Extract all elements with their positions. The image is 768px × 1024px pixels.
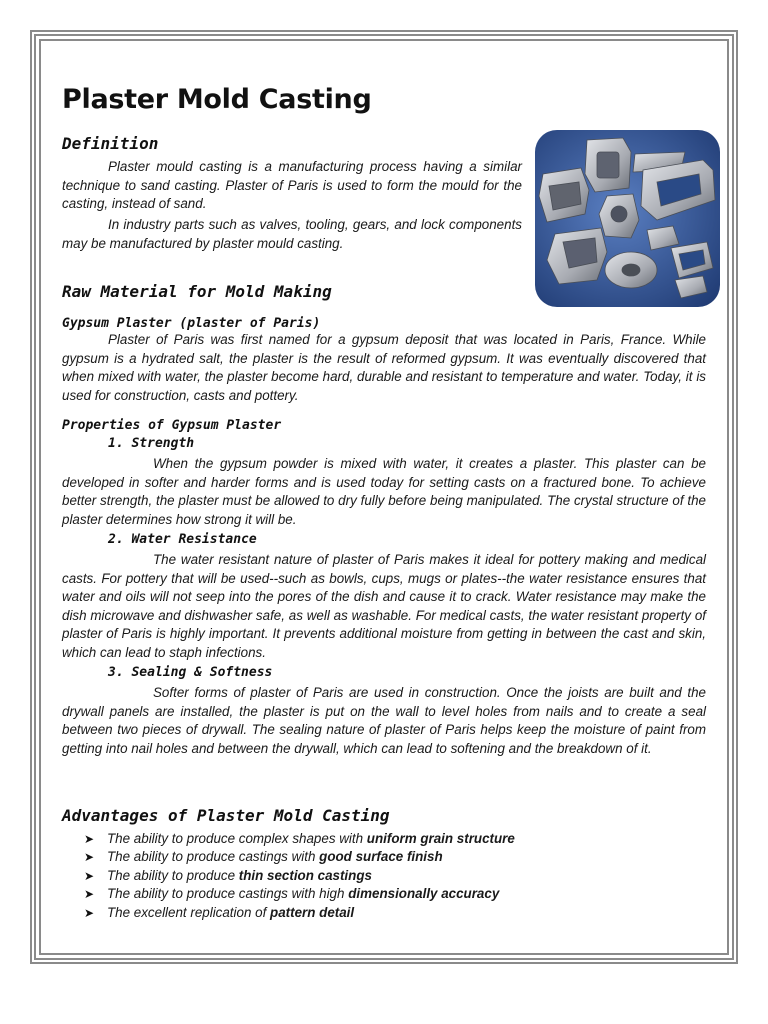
raw-material-heading: Raw Material for Mold Making <box>62 282 332 301</box>
definition-paragraph-1: Plaster mould casting is a manufacturing process having a similar technique to sand casting. Plaster of Paris is used to form the mould for the casting, instead of sand. <box>62 159 522 212</box>
property-text-strength: When the gypsum powder is mixed with water, it creates a plaster. This plaster can be developed in softer and harder forms and is used today for setting casts on a fractured bone. To achieve better strength, the plaster must be allowed to dry fully before being manipulated. The crystal structure of the plaster determines how strong it will be. <box>62 456 706 527</box>
property-text-water-resistance: The water resistant nature of plaster of Paris makes it ideal for pottery making and medical casts. For pottery that will be used--such as bowls, cups, mugs or plates--the water resistance ensures that water and oils will not seep into the pores of the dish and cause it to crack. Water resistance may make the dish microwave and dishwasher safe, as well as washable. For medical casts, the water resistant property of plaster of Paris is highly important. It prevents additional moisture from getting in between the cast and skin, which can lead to staph infections. <box>62 552 706 660</box>
page-title: Plaster Mold Casting <box>62 84 372 115</box>
arrowhead-bullet-icon: ➤ <box>84 887 95 902</box>
properties-heading: Properties of Gypsum Plaster <box>62 418 282 433</box>
advantage-text: The ability to produce complex shapes with <box>107 831 364 846</box>
advantage-item <box>84 830 515 848</box>
definition-heading: Definition <box>62 134 159 153</box>
gypsum-plaster-subheading: Gypsum Plaster (plaster of Paris) <box>62 316 321 331</box>
advantages-list <box>84 830 515 922</box>
advantage-text: The ability to produce castings with <box>107 849 316 865</box>
property-title-strength: 1. Strength <box>108 436 195 451</box>
arrowhead-bullet-icon: ➤ <box>84 905 95 920</box>
property-title-sealing-softness: 3. Sealing & Softness <box>108 665 273 680</box>
arrowhead-bullet-icon: ➤ <box>84 850 95 865</box>
cast-parts-photo <box>535 130 720 307</box>
cast-parts-illustration <box>535 130 720 307</box>
advantage-emphasis: dimensionally accuracy <box>348 886 500 902</box>
property-title-water-resistance: 2. Water Resistance <box>108 532 257 547</box>
advantage-emphasis: pattern detail <box>270 904 355 920</box>
advantage-emphasis: good surface finish <box>319 849 443 865</box>
arrowhead-bullet-icon: ➤ <box>84 868 95 883</box>
advantages-heading: Advantages of Plaster Mold Casting <box>62 806 390 825</box>
property-text-sealing-softness: Softer forms of plaster of Paris are used in construction. Once the joists are built and the drywall panels are installed, the plaster is put on the wall to level holes from nails and to create a seal between two pieces of drywall. The sealing nature of plaster of Paris helps keep the moisture of paint from getting into nail holes and between the drywall, which can lead to softening and the breakdown of it. <box>62 685 706 756</box>
advantage-item <box>84 904 515 922</box>
advantage-text: The excellent replication of <box>107 904 267 920</box>
definition-paragraph-2: In industry parts such as valves, tooling, gears, and lock components may be manufactured by plaster mould casting. <box>62 217 522 251</box>
advantage-item <box>84 848 515 866</box>
advantage-text: The ability to produce castings with high <box>107 886 345 902</box>
gypsum-plaster-paragraph: Plaster of Paris was first named for a gypsum deposit that was located in Paris, France. While gypsum is a hydrated salt, the plaster is the result of reformed gypsum. It was eventually discovered that when mixed with water, the plaster become hard, durable and resistant to temperature and water. Today, it is used for construction, casts and pottery. <box>62 332 706 403</box>
advantage-item <box>84 867 515 885</box>
advantage-emphasis: uniform grain structure <box>366 831 515 846</box>
advantage-item <box>84 885 515 903</box>
arrowhead-bullet-icon: ➤ <box>84 832 95 846</box>
advantage-emphasis: thin section castings <box>238 867 372 883</box>
advantage-text: The ability to produce <box>107 867 236 883</box>
